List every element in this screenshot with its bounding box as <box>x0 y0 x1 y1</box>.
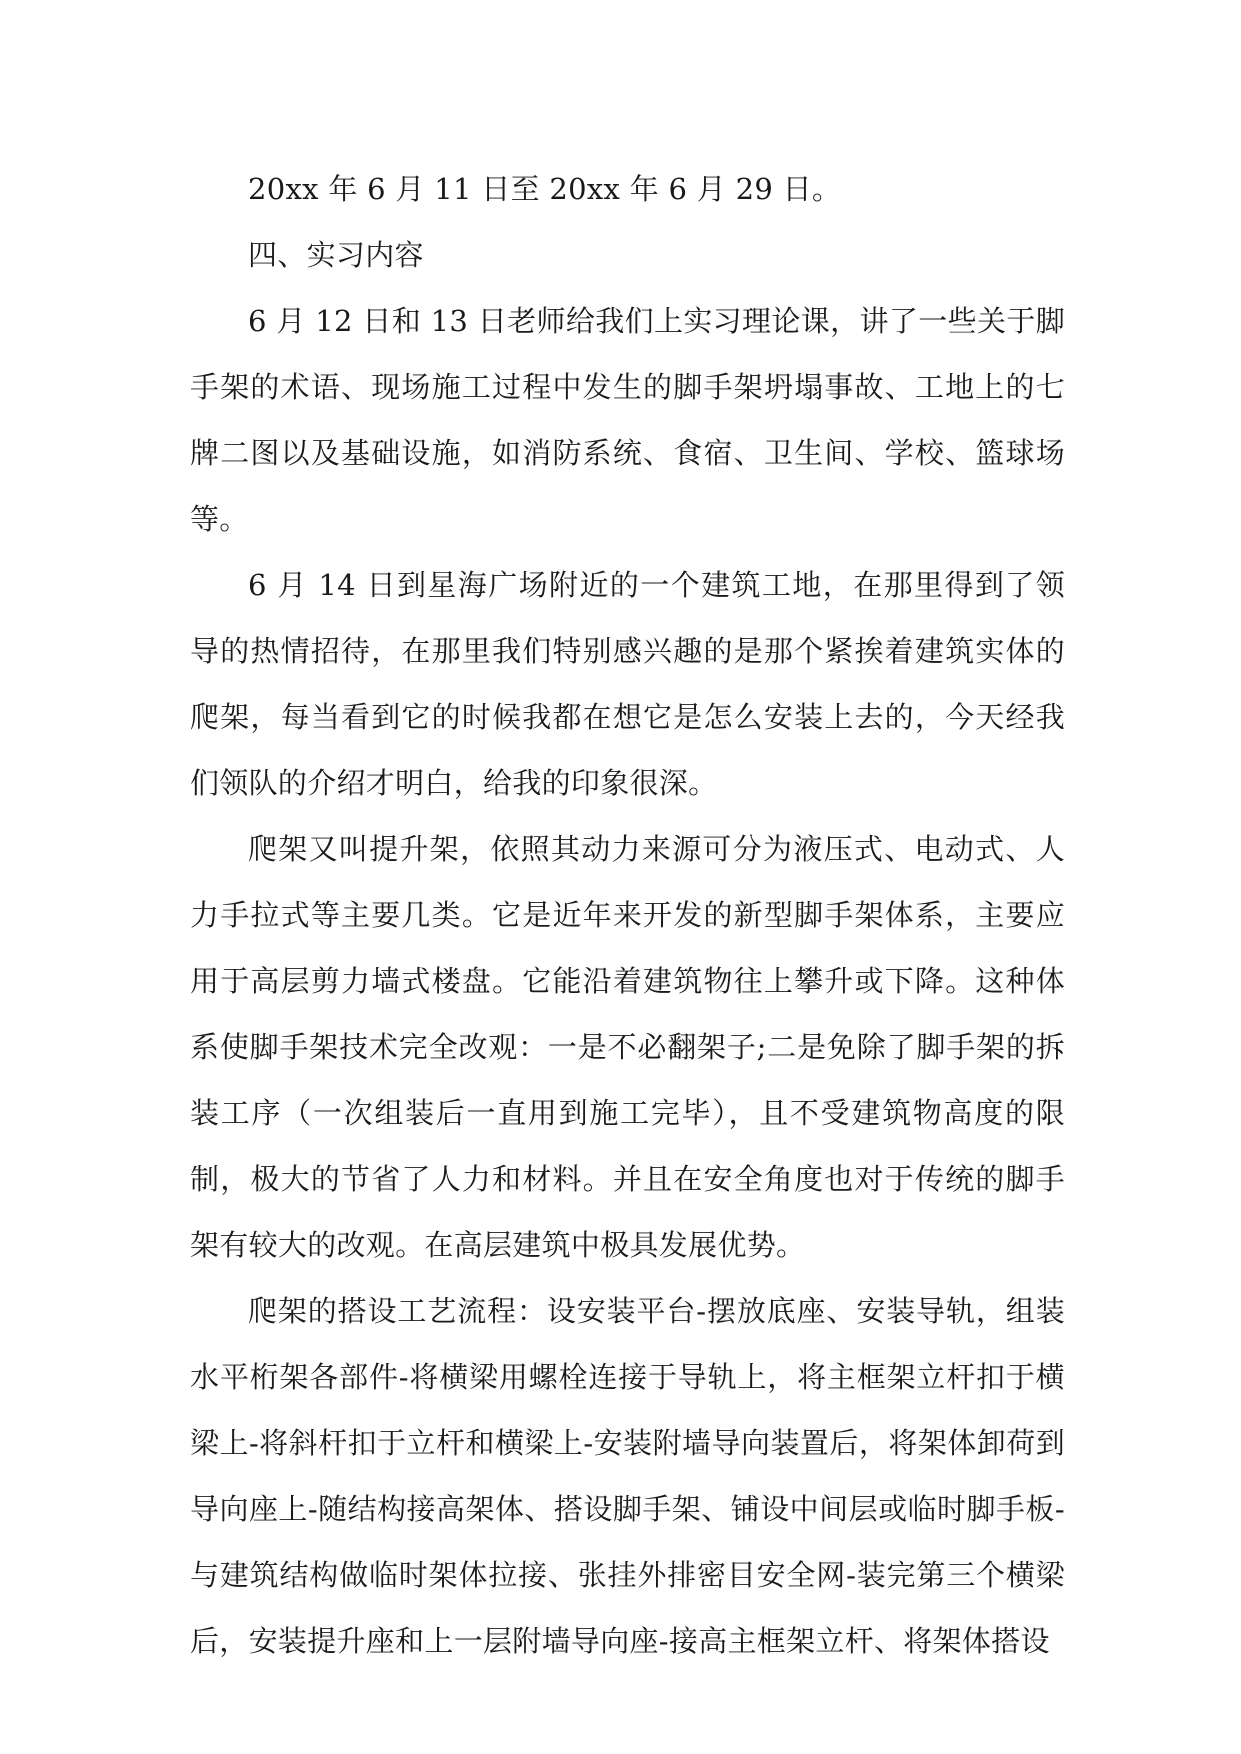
paragraph-climbing-frame: 爬架又叫提升架，依照其动力来源可分为液压式、电动式、人力手拉式等主要几类。它是近年来开发的新型脚手架体系，主要应用于高层剪力墙式楼盘。它能沿着建筑物往上攀升或下降。这种体系使脚手架技术完全改观：一是不必翻架子;二是免除了脚手架的拆装工序（一次组装后一直用到施工完毕），且不受建筑物高度的限制，极大的节省了人力和材料。并且在安全角度也对于传统的脚手架有较大的改观。在高层建筑中极具发展优势。 <box>190 832 1065 1262</box>
document-body <box>190 156 1065 1674</box>
section-heading-internship-content: 四、实习内容 <box>248 238 424 272</box>
paragraph-theory-class: 6 月 12 日和 13 日老师给我们上实习理论课，讲了一些关于脚手架的术语、现场施工过程中发生的脚手架坍塌事故、工地上的七牌二图以及基础设施，如消防系统、食宿、卫生间、学校、篮球场等。 <box>190 304 1065 536</box>
paragraph-internship-dates: 20xx 年 6 月 11 日至 20xx 年 6 月 29 日。 <box>248 172 842 206</box>
paragraph-site-visit: 6 月 14 日到星海广场附近的一个建筑工地，在那里得到了领导的热情招待，在那里我们特别感兴趣的是那个紧挨着建筑实体的爬架，每当看到它的时候我都在想它是怎么安装上去的，今天经我们领队的介绍才明白，给我的印象很深。 <box>190 568 1065 800</box>
paragraph-erection-process: 爬架的搭设工艺流程：设安装平台-摆放底座、安装导轨，组装水平桁架各部件-将横梁用螺栓连接于导轨上，将主框架立杆扣于横梁上-将斜杆扣于立杆和横梁上-安装附墙导向装置后，将架体卸荷到导向座上-随结构接高架体、搭设脚手架、铺设中间层或临时脚手板-与建筑结构做临时架体拉接、张挂外排密目安全网-装完第三个横梁后，安装提升座和上一层附墙导向座-接高主框架立杆、将架体搭设 <box>190 1294 1065 1658</box>
